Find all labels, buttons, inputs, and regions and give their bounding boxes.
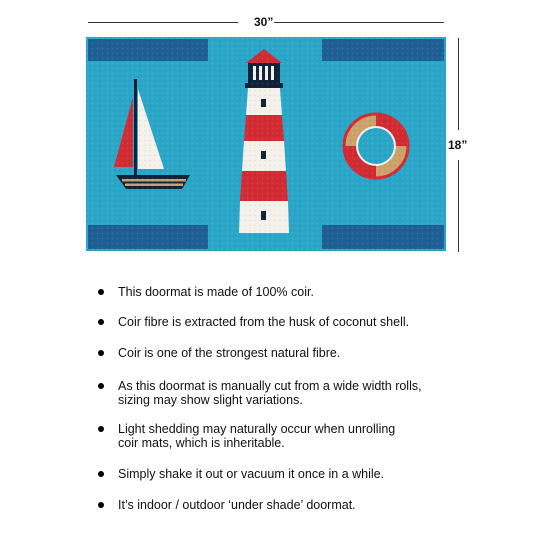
width-dimension-line-right: [274, 22, 444, 23]
width-dimension-line-left: [88, 22, 238, 23]
feature-list-item: [96, 346, 340, 360]
feature-text: Light shedding may naturally occur when unrolling coir mats, which is inheritable.: [118, 422, 396, 450]
coir-texture-overlay: [86, 37, 446, 251]
feature-text: Simply shake it out or vacuum it once in a while.: [118, 467, 385, 481]
width-dimension: [88, 12, 444, 32]
feature-list-item: [96, 315, 409, 329]
width-label: 30”: [254, 15, 274, 29]
feature-list-item: [96, 422, 395, 450]
feature-list-item: [96, 285, 314, 299]
feature-list-item: [96, 379, 422, 407]
doormat-image: [86, 37, 446, 251]
feature-list-item: [96, 467, 384, 481]
feature-list-item: [96, 498, 356, 512]
feature-text: As this doormat is manually cut from a wide width rolls, sizing may show slight variations.: [118, 379, 422, 407]
height-dimension-line-top: [458, 38, 459, 130]
feature-text: This doormat is made of 100% coir.: [118, 285, 314, 299]
feature-text: It’s indoor / outdoor ‘under shade’ doormat.: [118, 498, 356, 512]
height-dimension: [448, 38, 480, 252]
height-label: 18”: [448, 138, 468, 152]
height-dimension-line-bottom: [458, 160, 459, 252]
feature-text: Coir fibre is extracted from the husk of coconut shell.: [118, 315, 410, 329]
feature-text: Coir is one of the strongest natural fibre.: [118, 346, 341, 360]
